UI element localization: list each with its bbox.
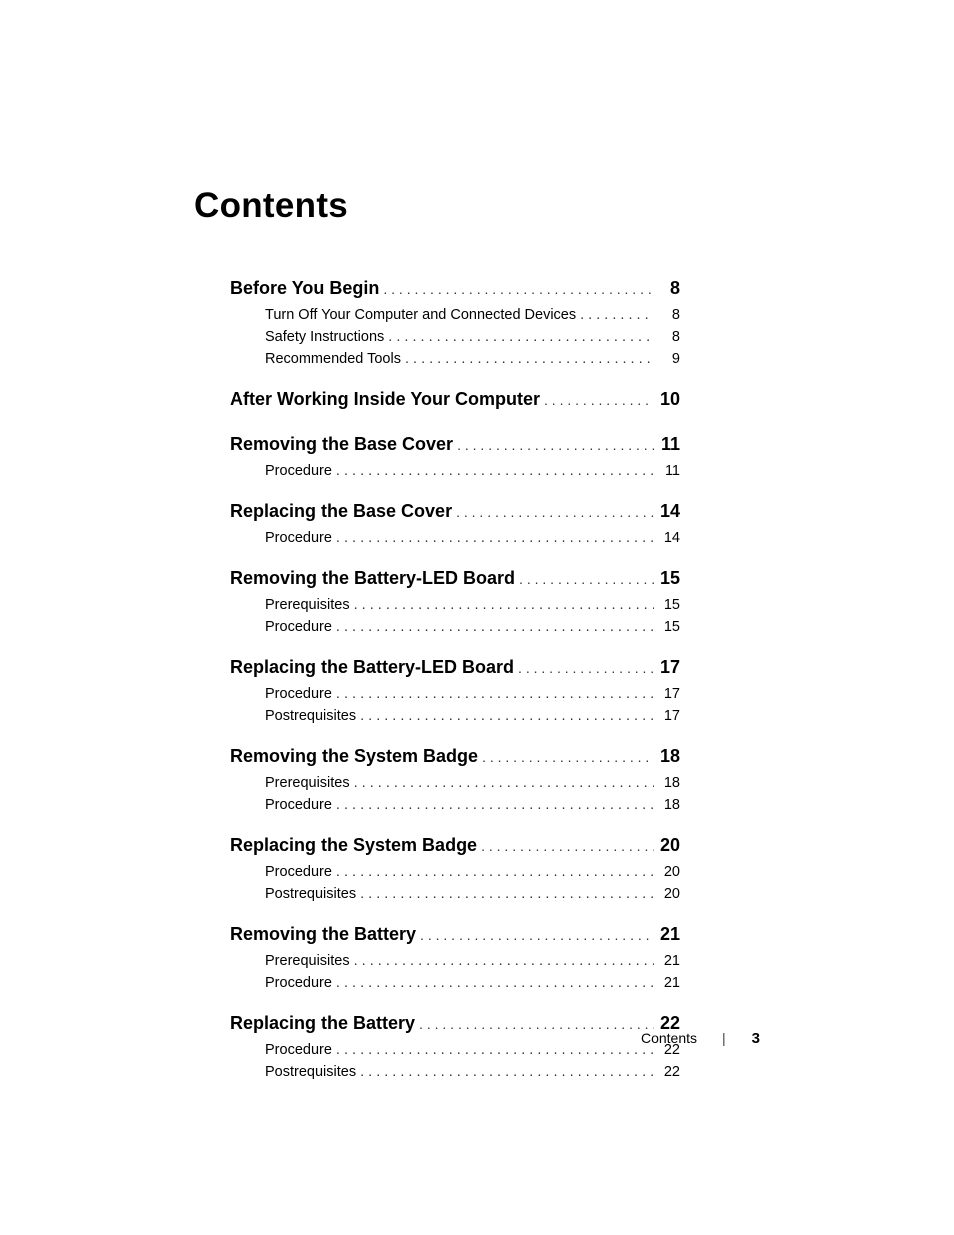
toc-entry[interactable]	[265, 794, 680, 816]
toc-section	[230, 829, 680, 905]
toc-chapter-page-number: 10	[659, 389, 680, 409]
toc-entry-page-number: 22	[663, 1064, 680, 1080]
toc-entry[interactable]	[265, 705, 680, 727]
toc-entry-title: Procedure	[265, 686, 332, 702]
toc-entry[interactable]	[265, 1039, 680, 1061]
dot-leader	[336, 616, 654, 638]
toc-section	[230, 383, 680, 415]
toc-chapter[interactable]	[230, 918, 680, 950]
toc-entry-title: Procedure	[265, 975, 332, 991]
dot-leader	[383, 273, 654, 304]
toc-chapter-page-number: 18	[659, 746, 680, 766]
toc-chapter-title: Removing the Base Cover	[230, 434, 454, 454]
toc-chapter[interactable]	[230, 1007, 680, 1039]
dot-leader	[360, 883, 654, 905]
toc-entry-page-number: 11	[664, 463, 680, 479]
toc-entry-page-number: 8	[671, 329, 680, 345]
dot-leader	[457, 429, 654, 460]
toc-entry-page-number: 22	[663, 1042, 680, 1058]
dot-leader	[336, 861, 654, 883]
toc-chapter-title: Replacing the System Badge	[230, 835, 478, 855]
dot-leader	[354, 950, 654, 972]
toc-chapter-page-number: 22	[659, 1013, 680, 1033]
page-footer	[641, 1030, 760, 1047]
toc-entry-title: Procedure	[265, 797, 332, 813]
toc-entry-title: Prerequisites	[265, 597, 350, 613]
toc-chapter-title: Removing the Battery-LED Board	[230, 568, 516, 588]
toc-entry-page-number: 18	[663, 797, 680, 813]
toc-chapter-title: Replacing the Base Cover	[230, 501, 453, 521]
dot-leader	[518, 652, 654, 683]
toc-chapter[interactable]	[230, 428, 680, 460]
toc-section	[230, 1007, 680, 1083]
toc-entry-title: Postrequisites	[265, 886, 357, 902]
toc-chapter-page-number: 14	[659, 501, 680, 521]
dot-leader	[420, 919, 654, 950]
toc-chapter-title: After Working Inside Your Computer	[230, 389, 541, 409]
toc-section	[230, 651, 680, 727]
toc-entry[interactable]	[265, 1061, 680, 1083]
toc-entry[interactable]	[265, 348, 680, 370]
dot-leader	[336, 972, 654, 994]
dot-leader	[405, 348, 654, 370]
toc-entry-page-number: 21	[663, 975, 680, 991]
toc-entry-title: Procedure	[265, 463, 332, 479]
toc-section	[230, 428, 680, 482]
dot-leader	[336, 1039, 654, 1061]
toc-entry-title: Safety Instructions	[265, 329, 385, 345]
toc-entry-title: Procedure	[265, 864, 332, 880]
dot-leader	[580, 304, 654, 326]
dot-leader	[336, 527, 654, 549]
toc-entry-page-number: 15	[663, 597, 680, 613]
toc-entry[interactable]	[265, 772, 680, 794]
toc-chapter-title: Before You Begin	[230, 278, 380, 298]
toc-chapter-page-number: 20	[659, 835, 680, 855]
toc-entry[interactable]	[265, 460, 680, 482]
toc-chapter-title: Removing the System Badge	[230, 746, 479, 766]
toc-entry-title: Turn Off Your Computer and Connected Devices	[265, 307, 577, 323]
dot-leader	[456, 496, 654, 527]
toc-entry-page-number: 14	[663, 530, 680, 546]
dot-leader	[388, 326, 654, 348]
toc-chapter-page-number: 17	[659, 657, 680, 677]
dot-leader	[336, 794, 654, 816]
toc-chapter-title: Replacing the Battery-LED Board	[230, 657, 515, 677]
toc-entry-title: Recommended Tools	[265, 351, 401, 367]
toc-entry-title: Postrequisites	[265, 708, 357, 724]
toc-entry-title: Prerequisites	[265, 775, 350, 791]
toc-entry[interactable]	[265, 883, 680, 905]
toc-section	[230, 562, 680, 638]
toc-chapter[interactable]	[230, 272, 680, 304]
toc-chapter-title: Removing the Battery	[230, 924, 417, 944]
toc-chapter[interactable]	[230, 651, 680, 683]
dot-leader	[544, 384, 654, 415]
dot-leader	[336, 683, 654, 705]
toc-entry[interactable]	[265, 594, 680, 616]
toc-entry-page-number: 8	[671, 307, 680, 323]
toc-entry-page-number: 18	[663, 775, 680, 791]
toc-entry[interactable]	[265, 861, 680, 883]
dot-leader	[482, 741, 654, 772]
toc-chapter[interactable]	[230, 383, 680, 415]
dot-leader	[419, 1008, 654, 1039]
dot-leader	[360, 705, 654, 727]
footer-separator: |	[722, 1030, 726, 1046]
toc-entry[interactable]	[265, 616, 680, 638]
toc-chapter-page-number: 11	[660, 434, 680, 454]
toc-entry-title: Postrequisites	[265, 1064, 357, 1080]
toc-entry[interactable]	[265, 527, 680, 549]
toc-entry[interactable]	[265, 950, 680, 972]
toc-entry-page-number: 15	[663, 619, 680, 635]
dot-leader	[354, 772, 654, 794]
dot-leader	[354, 594, 654, 616]
toc-entry[interactable]	[265, 326, 680, 348]
toc-chapter[interactable]	[230, 495, 680, 527]
toc-entry-page-number: 17	[663, 708, 680, 724]
toc-entry-title: Prerequisites	[265, 953, 350, 969]
toc-chapter-page-number: 8	[669, 278, 680, 298]
dot-leader	[519, 563, 654, 594]
footer-label: Contents	[640, 1030, 698, 1046]
dot-leader	[336, 460, 654, 482]
toc-entry[interactable]	[265, 304, 680, 326]
toc-entry-page-number: 20	[663, 864, 680, 880]
toc-section	[230, 740, 680, 816]
toc-entry-page-number: 20	[663, 886, 680, 902]
toc-entry-title: Procedure	[265, 1042, 332, 1058]
toc-entry-page-number: 9	[671, 351, 680, 367]
toc-entry-title: Procedure	[265, 530, 332, 546]
page-title: Contents	[194, 186, 349, 225]
toc-entry[interactable]	[265, 683, 680, 705]
table-of-contents	[230, 272, 680, 1096]
toc-entry[interactable]	[265, 972, 680, 994]
toc-section	[230, 272, 680, 370]
toc-entry-title: Procedure	[265, 619, 332, 635]
toc-chapter-page-number: 15	[659, 568, 680, 588]
toc-section	[230, 495, 680, 549]
page-number: 3	[751, 1030, 760, 1047]
toc-entry-page-number: 17	[663, 686, 680, 702]
toc-chapter-title: Replacing the Battery	[230, 1013, 416, 1033]
dot-leader	[360, 1061, 654, 1083]
toc-entry-page-number: 21	[663, 953, 680, 969]
toc-chapter[interactable]	[230, 740, 680, 772]
dot-leader	[481, 830, 654, 861]
toc-chapter-page-number: 21	[659, 924, 680, 944]
toc-chapter[interactable]	[230, 562, 680, 594]
toc-section	[230, 918, 680, 994]
toc-chapter[interactable]	[230, 829, 680, 861]
